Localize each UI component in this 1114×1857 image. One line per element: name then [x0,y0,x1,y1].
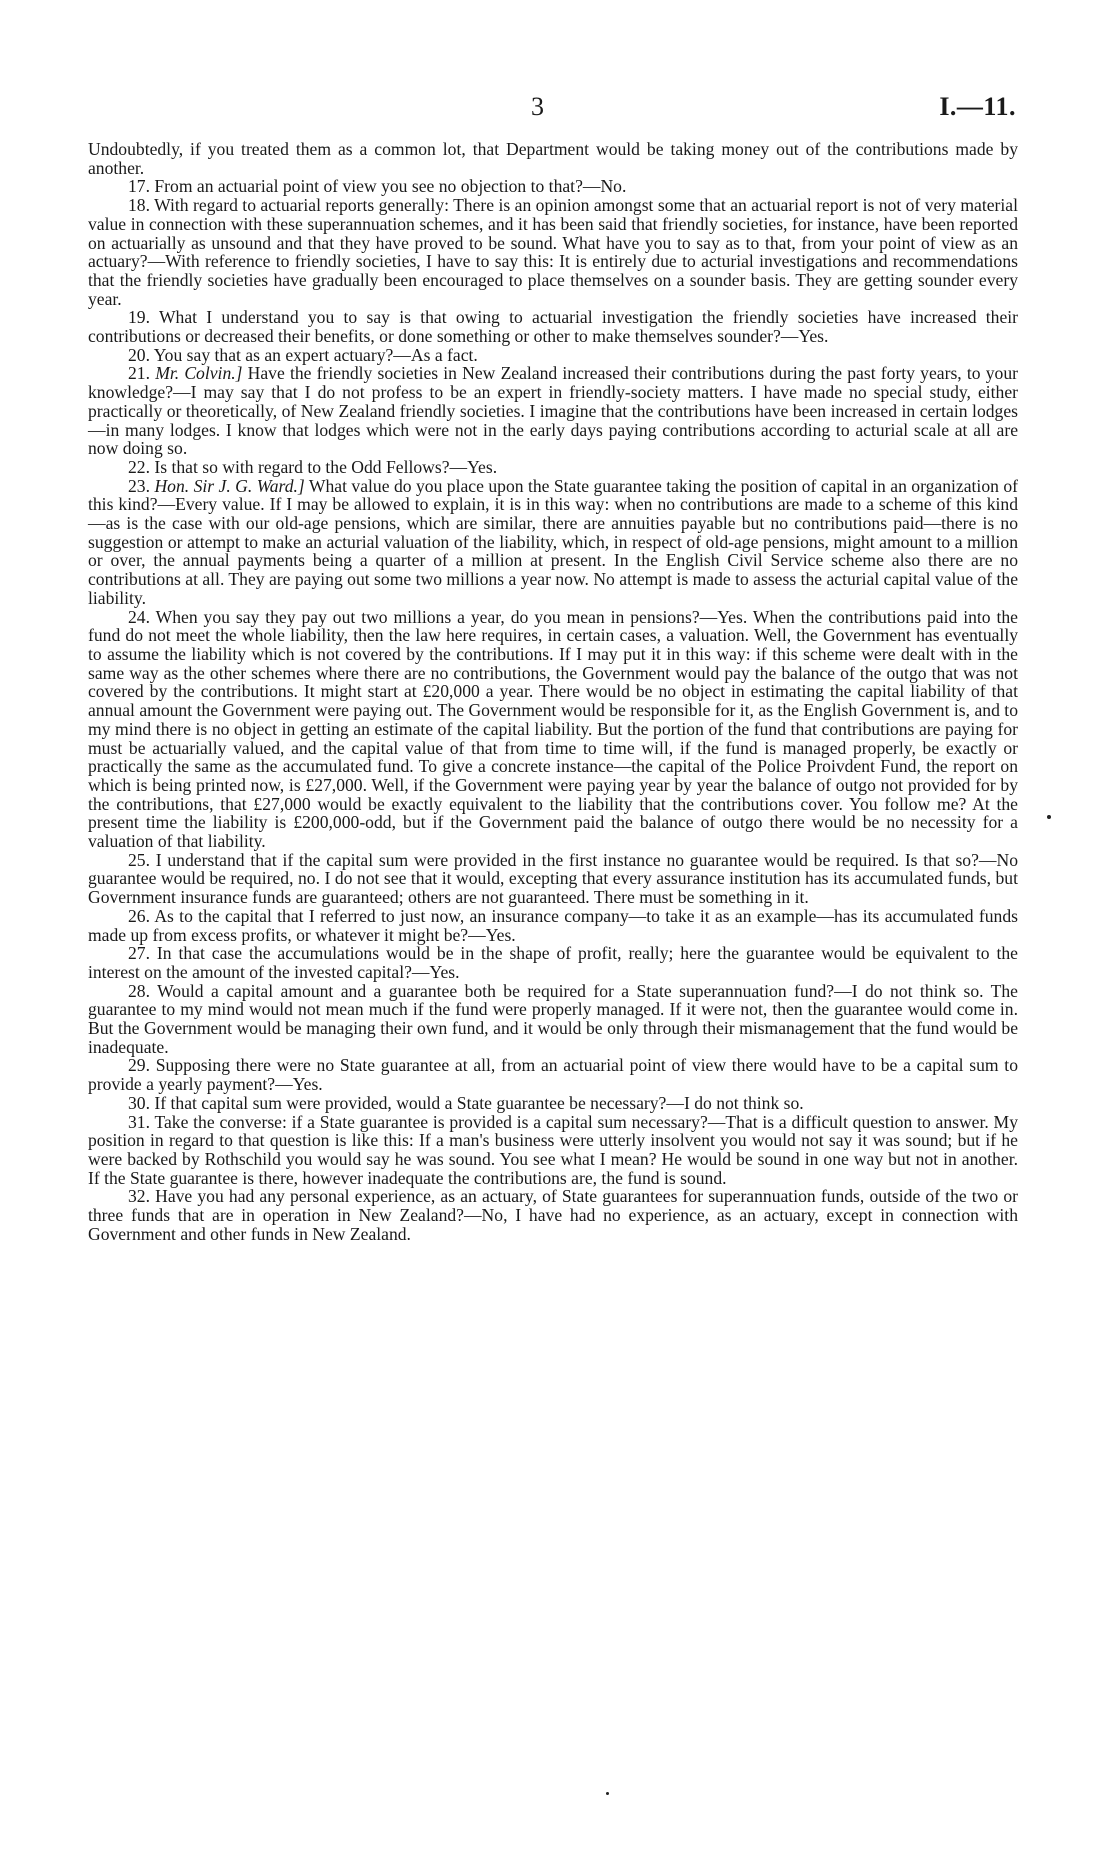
speaker: Hon. Sir J. G. Ward.] [154,475,305,496]
margin-mark [1047,815,1051,819]
paragraph: 27. In that case the accumulations would be in the shape of profit, really; here the guarantee would be equivalent to the interest on the amount of the invested capital?—Yes. [88,943,1018,982]
paragraph: 24. When you say they pay out two millions a year, do you mean in pensions?—Yes. When the contributions paid into the fund do not meet the whole liability, then the law here requires, in certain cases, a valuation. Well, the Government has eventually to assume the liability which is not covered by the contributions. If I may put it in this way: if this scheme were dealt with in the same way as the other schemes where there are no contributions, the Government would pay the balance of the outgo that was not covered by the contributions. It might start at £20,000 a year. There would be no object in estimating the capital liability of that annual amount the Government were paying out. The Government would be responsible for it, as the English Government is, and to my mind there is no object in getting an estimate of the capital liability. But the portion of the fund that contributions are paying for must be actuarially valued, and the capital value of that from time to time will, if the fund is managed properly, be exactly or practically the same as the accumulated fund. To give a concrete instance—the capital of the Police Proivdent Fund, the report on which is being printed now, is £27,000. Well, if the Government were paying year by year the balance of outgo not provided for by the contributions, that £27,000 would be exactly equivalent to the liability that the contributions cover. You follow me? At the present time the liability is £200,000-odd, but if the Government paid the balance of outgo there would be no necessity for a valuation of that liability. [88,606,1018,852]
paragraph: 32. Have you had any personal experience, as an actuary, of State guarantees for superannuation funds, outside of the two or three funds that are in operation in New Zealand?—No, I have had no experience, as an actuary, except in connection with Government and other funds in New Zealand. [88,1186,1018,1244]
paragraph: 30. If that capital sum were provided, would a State guarantee be necessary?—I do not think so. [128,1092,804,1113]
question-number: 21. [128,363,150,384]
series-number: I.—11. [939,92,1016,121]
paragraph: 29. Supposing there were no State guarantee at all, from an actuarial point of view there would have to be a capital sum to provide a yearly payment?—Yes. [88,1055,1018,1095]
question-number: 23. [128,475,150,496]
paragraph: 20. You say that as an expert actuary?—As a fact. [128,344,478,365]
paragraph: 21. Mr. Colvin.] Have the friendly societies in New Zealand increased their contributions during the past forty years, to your knowledge?—I may say that I do not profess to be an expert in friendly-society matters. I have made no special study, either practically or theoretically, of New Zealand friendly societies. I imagine that the contributions have been increased in certain lodges—in many lodges. I know that lodges which were not in the early days paying contributions according to acturial scale at all are now doing so. [88,363,1018,459]
paragraph: 18. With regard to actuarial reports generally: There is an opinion amongst some that an actuarial report is not of very material value in connection with these superannuation schemes, and it has been said that friendly societies, for instance, have been reported on actuarially as unsound and that they have proved to be sound. What have you to say as to that, from your point of view as an actuary?—With reference to friendly societies, I have to say this: It is entirely due to acturial investigations and recommendations that the friendly societies have gradually been encouraged to place themselves on a sounder basis. They are getting sounder every year. [88,195,1018,309]
paragraph: 25. I understand that if the capital sum were provided in the first instance no guarantee would be required. Is that so?—No guarantee would be required, no. I do not see that it would, excepting that every assurance institution has its accumulated funds, but Government insurance funds are guaranteed; others are not guaranteed. There must be something in it. [88,849,1018,908]
page-header [0,92,1114,132]
speaker: Mr. Colvin.] [155,363,243,384]
paragraph: 31. Take the converse: if a State guarantee is provided is a capital sum necessary?—That is a difficult question to answer. My position in regard to that question is like this: If a man's business were utterly insolvent you would not say it was sound; but if he were backed by Rothschild you would say he was sound. You see what I mean? He would be sound in one way but not in another. If the State guarantee is there, however inadequate the contributions are, the fund is sound. [88,1111,1018,1188]
paragraph: 28. Would a capital amount and a guarantee both be required for a State superannuation fund?—I do not think so. The guarantee to my mind would not mean much if the fund were properly managed. If it were not, then the guarantee would come in. But the Government would be managing their own fund, and it would be only through their mismanagement that the fund would be inadequate. [88,980,1018,1057]
page-number: 3 [531,92,544,121]
body-text [88,140,1018,1243]
paragraph: 23. Hon. Sir J. G. Ward.] What value do you place upon the State guarantee taking the position of capital in an organization of this kind?—Every value. If I may be allowed to explain, it is in this way: when no contributions are made to a scheme of this kind—as is the case with our old-age pensions, which are similar, there are annuities payable but no contributions paid—there is no suggestion or attempt to make an acturial valuation of the liability, which, in respect of old-age pensions, might amount to a million or over, the annual payments being a quarter of a million at present. In the English Civil Service scheme also there are no contributions at all. They are paying out some two millions a year now. No attempt is made to assess the acturial capital value of the liability. [88,475,1019,608]
paragraph: 19. What I understand you to say is that owing to actuarial investigation the friendly societies have increased their contributions or decreased their benefits, or done something or other to make themselves sounder?—Yes. [88,307,1018,347]
paragraph: 22. Is that so with regard to the Odd Fellows?—Yes. [128,456,498,477]
paragraph: 17. From an actuarial point of view you see no objection to that?—No. [128,176,627,197]
paragraph: Undoubtedly, if you treated them as a common lot, that Department would be taking money out of the contributions made by another. [88,139,1018,178]
paragraph: 26. As to the capital that I referred to just now, an insurance company—to take it as an example—has its accumulated funds made up from excess profits, or whatever it might be?—Yes. [88,905,1018,945]
bottom-mark [606,1792,609,1795]
